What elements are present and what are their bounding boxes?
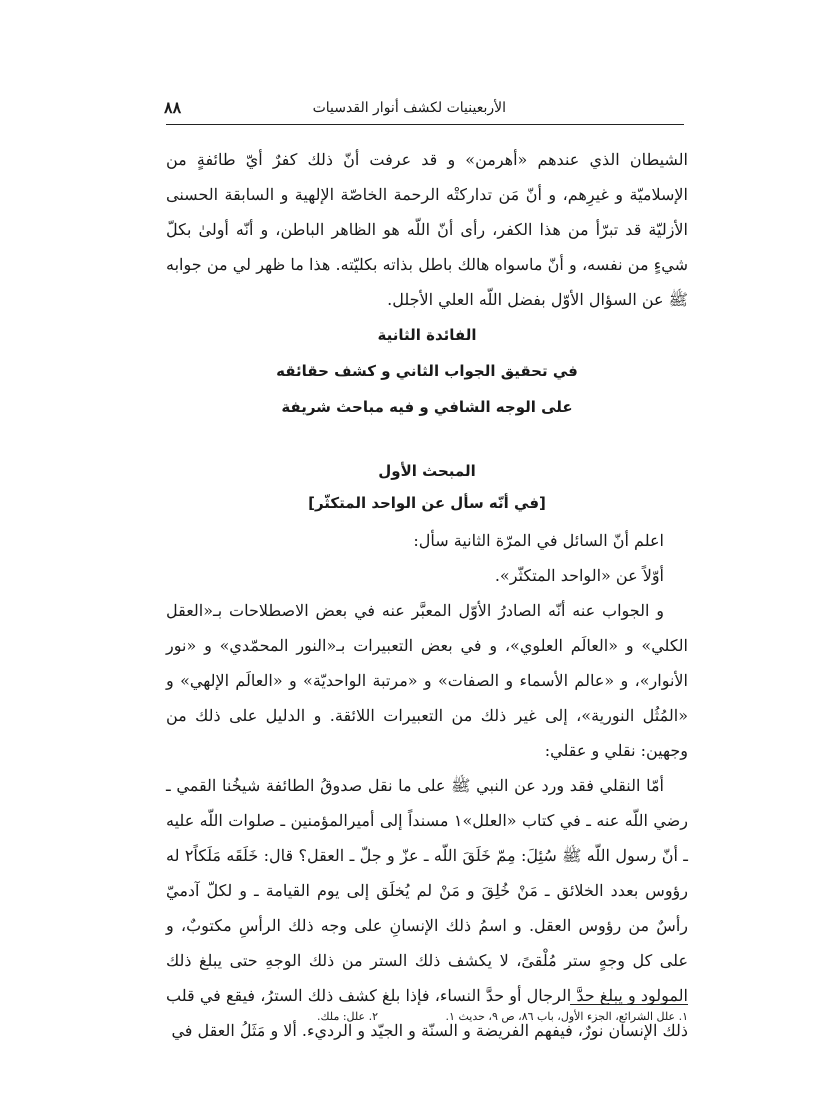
running-title: الأربعينيات لكشف أنوار القدسيات — [312, 100, 506, 116]
page-number: ٨٨ — [164, 98, 182, 117]
section-title: الفائدة الثانية — [377, 326, 477, 344]
subsection-title: المبحث الأول — [378, 462, 476, 480]
page-header — [166, 98, 684, 125]
paragraph: أمّا النقلي فقد ورد عن النبي ﷺ على ما نقل صدوقُ الطائفة شيخُنا القمي ـ رضي اللّه عنه ـ في كتاب «العلل»١ مسنداً إلى أميرالمؤمنين ـ صلوات اللّه عليه ـ أنّ رسول اللّه ﷺ سُئِلَ: مِمّ خَلَقَ اللّه ـ عزّ و جلّ ـ العقل؟ قال: خَلَقَه مَلَكاً٢ له رؤوس بعدد الخلائق ـ مَنْ خُلِقَ و مَنْ لم يُخلَق إلى يوم القيامة ـ و لكلّ آدميّ رأسٌ من رؤوس العقل. و اسمُ ذلك الإنسانِ على وجه ذلك الرأسِ مكتوبٌ، و على كل وجهٍ ستر مُلْقىً، لا يكشف ذلك الستر من ذلك الوجهِ حتى يبلغ ذلك المولود و يبلغ حدَّ الرجال أو حدَّ النساء، فإذا بلغ كشف ذلك السترُ، فيقع في قلب ذلك الإنسان نورٌ، فيفهم الفريضة و السنّة و الجيّد و الرديء. ألا و مَثَلُ العقل في — [166, 776, 688, 1040]
section-subtitle-2: على الوجه الشافي و فيه مباحث شريفة — [281, 398, 573, 416]
main-text — [166, 523, 688, 1048]
paragraph: و الجواب عنه أنّه الصادرُ الأوّل المعبَّر عنه في بعض الاصطلاحات بـ«العقل الكلي» و «العالَم العلوي»، و في بعض التعبيرات بـ«النور المحمّدي» و «نور الأنوار»، و «عالم الأسماء و الصفات» و «مرتبة الواحديّة» و «العالَم الإلهي» و «المُثُل النورية»، إلى غير ذلك من التعبيرات اللائقة. و الدليل على ذلك من وجهين: نقلي و عقلي: — [166, 601, 688, 760]
footnote-1: ١. علل الشرائع، الجزء الأول، باب ٨٦، ص ٩، حديث ١. — [445, 1010, 688, 1023]
subsection-subtitle: [في أنّه سأل عن الواحد المتكثّر] — [308, 494, 546, 512]
paragraph: أوّلاً عن «الواحد المتكثّر». — [494, 566, 664, 585]
footnote-2: ٢. علل: ملك. — [317, 1010, 378, 1023]
intro-paragraph-block — [166, 142, 688, 317]
footnote-separator — [570, 1004, 688, 1005]
paragraph: اعلم أنّ السائل في المرّة الثانية سأل: — [413, 531, 664, 550]
intro-paragraph: الشيطان الذي عندهم «أهرمن» و قد عرفت أنّ ذلك كفرٌ أيّ طائفةٍ من الإسلاميّة و غيرِهم، و أنّ مَن تداركتْه الرحمة الخاصّة الإلهية و السابقة الحسنى الأزليّة قد تبرّأ من هذا الكفر، رأى أنّ اللّه هو الظاهر الباطن، و أنّه أولىٰ بكلّ شيءٍ من نفسه، و أنّ ماسواه هالك باطل بذاته بكليّته. هذا ما ظهر لي من جوابه ﷺ عن السؤال الأوّل بفضل اللّه العلي الأجلل. — [166, 150, 688, 309]
section-subtitle-1: في تحقيق الجواب الثاني و كشف حقائقه — [276, 362, 578, 380]
